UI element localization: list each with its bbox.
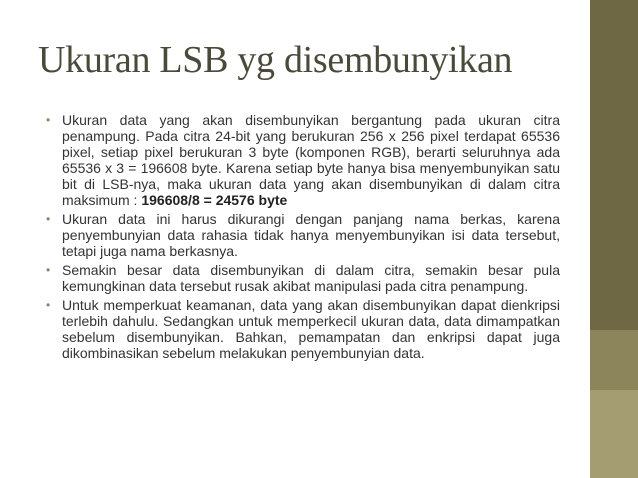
bullet-mark: •: [46, 212, 51, 226]
slide-title: Ukuran LSB yg disembunyikan: [38, 39, 513, 81]
bullet-item-3: [46, 262, 560, 294]
side-accent-block-light: [590, 390, 638, 478]
bullet-text: Semakin besar data disembunyikan di dalam citra, semakin besar pula kemungkinan data tersebut rusak akibat manipulasi pada citra penampung.: [62, 262, 560, 294]
bullet-mark: •: [46, 113, 51, 127]
bullet-item-4: [46, 297, 560, 361]
slide-content: [46, 112, 560, 364]
bullet-mark: •: [46, 298, 51, 312]
bullet-emphasis: 196608/8 = 24576 byte: [141, 192, 288, 208]
bullet-text: Untuk memperkuat keamanan, data yang akan disembunyikan dapat dienkripsi terlebih dahulu. Sedangkan untuk memperkecil ukuran data, data dimampatkan sebelum disembunyikan. Bahkan, pemampatan dan enkripsi dapat juga dikombinasikan sebelum melakukan penyembunyian data.: [62, 297, 560, 361]
bullet-text: Ukuran data yang akan disembunyikan bergantung pada ukuran citra penampung. Pada citra 24-bit yang berukuran 256 x 256 pixel terdapat 65536 pixel, setiap pixel berukuran 3 byte (komponen RGB), berarti seluruhnya ada 65536 x 3 = 196608 byte. Karena setiap byte hanya bisa menyembunyikan satu bit di LSB-nya, maka ukuran data yang akan disembunyikan di dalam citra maksimum :: [62, 112, 560, 208]
bullet-mark: •: [46, 263, 51, 277]
bullet-list: [46, 112, 560, 361]
bullet-item-1: [46, 112, 560, 208]
bullet-text: Ukuran data ini harus dikurangi dengan panjang nama berkas, karena penyembunyian data rahasia tidak hanya menyembunyikan isi data tersebut, tetapi juga nama berkasnya.: [62, 211, 560, 259]
side-accent-block-mid: [590, 330, 638, 390]
bullet-item-2: [46, 211, 560, 259]
